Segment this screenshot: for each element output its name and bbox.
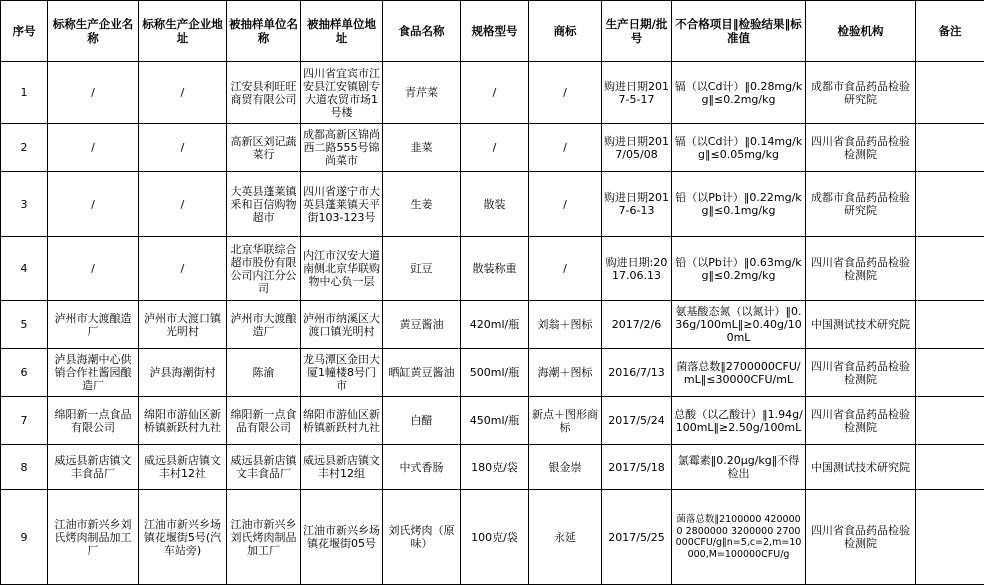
table-cell: /	[529, 124, 602, 172]
header-cell: 生产日期/批号	[602, 1, 672, 62]
table-cell: 4	[1, 237, 48, 301]
table-cell: 陈渝	[227, 349, 301, 397]
table-cell: 内江市汉安大道南侧北京华联购物中心负一层	[301, 237, 383, 301]
table-cell: 镉（以Cd计）‖0.28mg/kg‖≤0.2mg/kg	[672, 62, 806, 124]
table-row	[1, 237, 984, 301]
table-cell: 2017/5/25	[602, 490, 672, 585]
table-row	[1, 490, 984, 585]
table-cell: 2017/5/18	[602, 445, 672, 490]
table-cell	[916, 301, 984, 349]
table-cell: 3	[1, 172, 48, 237]
table-cell	[916, 445, 984, 490]
table-cell: /	[139, 172, 227, 237]
table-cell: 江油市新兴乡刘氏烤肉制品加工厂	[227, 490, 301, 585]
header-cell: 不合格项目‖检验结果‖标准值	[672, 1, 806, 62]
table-cell: /	[139, 237, 227, 301]
table-cell: 9	[1, 490, 48, 585]
table-cell: 氨基酸态氮（以氮计）‖0.36g/100mL‖≥0.40g/100mL	[672, 301, 806, 349]
table-cell: 泸县海潮街村	[139, 349, 227, 397]
table-row	[1, 124, 984, 172]
table-row	[1, 445, 984, 490]
table-cell: 氯霉素‖0.20μg/kg‖不得检出	[672, 445, 806, 490]
table-cell: /	[529, 237, 602, 301]
table-cell: 泸州市大渡口镇光明村	[139, 301, 227, 349]
table-cell: 晒缸黄豆酱油	[383, 349, 461, 397]
table-cell: 四川省食品药品检验检测院	[806, 237, 916, 301]
table-cell: 绵阳市游仙区新桥镇新跃村九社	[301, 397, 383, 445]
table-cell: 中国测试技术研究院	[806, 445, 916, 490]
header-cell: 规格型号	[461, 1, 529, 62]
table-cell: 2	[1, 124, 48, 172]
header-cell: 标称生产企业地址	[139, 1, 227, 62]
table-cell: 刘翁＋图标	[529, 301, 602, 349]
table-cell: 散装称重	[461, 237, 529, 301]
table-cell	[916, 490, 984, 585]
table-cell: 散装	[461, 172, 529, 237]
header-cell: 标称生产企业名称	[48, 1, 139, 62]
table-cell: 绵阳新一点食品有限公司	[227, 397, 301, 445]
table-cell: 四川省食品药品检验检测院	[806, 124, 916, 172]
table-cell: 2017/2/6	[602, 301, 672, 349]
table-row	[1, 301, 984, 349]
table-cell: 2017/5/24	[602, 397, 672, 445]
table-cell: /	[529, 172, 602, 237]
table-cell: 2016/7/13	[602, 349, 672, 397]
table-cell: 泸州市大渡酿造厂	[227, 301, 301, 349]
table-cell: 高新区刘记蔬菜行	[227, 124, 301, 172]
table-cell: 黄豆酱油	[383, 301, 461, 349]
table-cell: 180克/袋	[461, 445, 529, 490]
table-cell: 白醋	[383, 397, 461, 445]
table-cell: /	[529, 62, 602, 124]
table-cell: 100克/袋	[461, 490, 529, 585]
table-cell: 江油市新兴乡场镇花堰街05号	[301, 490, 383, 585]
table-cell: 500ml/瓶	[461, 349, 529, 397]
table-cell: 青芹菜	[383, 62, 461, 124]
table-cell: /	[48, 62, 139, 124]
table-cell: 四川省食品药品检验检测院	[806, 490, 916, 585]
table-row	[1, 172, 984, 237]
table-cell	[916, 62, 984, 124]
table-cell: /	[48, 124, 139, 172]
table-cell	[916, 237, 984, 301]
header-cell: 备注	[916, 1, 984, 62]
table-cell: /	[48, 172, 139, 237]
header-cell: 检验机构	[806, 1, 916, 62]
table-cell: 1	[1, 62, 48, 124]
table-cell: 泸县海潮中心供销合作社酱园酿造厂	[48, 349, 139, 397]
table-cell: 菌落总数‖2700000CFU/mL‖≤30000CFU/mL	[672, 349, 806, 397]
table-cell	[916, 397, 984, 445]
table-cell: 永延	[529, 490, 602, 585]
table-cell: 购进日期:2017.06.13	[602, 237, 672, 301]
table-cell: 成都市食品药品检验研究院	[806, 62, 916, 124]
table-cell: 龙马潭区金田大厦1幢楼8号门市	[301, 349, 383, 397]
table-cell: /	[139, 124, 227, 172]
table-cell: 450ml/瓶	[461, 397, 529, 445]
table-cell: 豇豆	[383, 237, 461, 301]
table-cell: 5	[1, 301, 48, 349]
table-cell: 420ml/瓶	[461, 301, 529, 349]
table-cell: 威远县新店镇文丰食品厂	[227, 445, 301, 490]
table-cell: /	[139, 62, 227, 124]
table-row	[1, 397, 984, 445]
table-cell: 泸州市纳溪区大渡口镇光明村	[301, 301, 383, 349]
table-cell: /	[48, 237, 139, 301]
table-cell: 绵阳市游仙区新桥镇新跃村九社	[139, 397, 227, 445]
table-cell: 绵阳新一点食品有限公司	[48, 397, 139, 445]
table-cell: 中国测试技术研究院	[806, 301, 916, 349]
header-cell: 序号	[1, 1, 48, 62]
table-cell: 威远县新店镇文丰食品厂	[48, 445, 139, 490]
table-cell: 刘氏烤肉（原味）	[383, 490, 461, 585]
header-cell: 被抽样单位地址	[301, 1, 383, 62]
table-cell	[916, 172, 984, 237]
table-cell: /	[461, 124, 529, 172]
table-cell: 江油市新兴乡场镇花堰街5号(汽车站旁)	[139, 490, 227, 585]
table-row	[1, 349, 984, 397]
table-cell: 8	[1, 445, 48, 490]
table-cell: 7	[1, 397, 48, 445]
table-cell: 泸州市大渡酿造厂	[48, 301, 139, 349]
table-cell: 购进日期2017-6-13	[602, 172, 672, 237]
table-cell: 四川省食品药品检验检测院	[806, 349, 916, 397]
table-cell: 镉（以Cd计）‖0.14mg/kg‖≤0.05mg/kg	[672, 124, 806, 172]
table-cell: 威远县新店镇文丰村12社	[139, 445, 227, 490]
table-cell: 总酸（以乙酸计）‖1.94g/100mL‖≥2.50g/100mL	[672, 397, 806, 445]
table-row	[1, 62, 984, 124]
header-cell: 被抽样单位名称	[227, 1, 301, 62]
table-cell: 购进日期2017-5-17	[602, 62, 672, 124]
table-cell: 中式香肠	[383, 445, 461, 490]
table-cell: 四川省遂宁市大英县蓬莱镇天平街103-123号	[301, 172, 383, 237]
table-cell: 购进日期2017/05/08	[602, 124, 672, 172]
table-cell: 银金崇	[529, 445, 602, 490]
table-cell: 新点＋图形商标	[529, 397, 602, 445]
table-cell: 铅（以Pb计）‖0.63mg/kg‖≤0.2mg/kg	[672, 237, 806, 301]
table-cell: 北京华联综合超市股份有限公司内江分公司	[227, 237, 301, 301]
table-cell: 江油市新兴乡刘氏烤肉制品加工厂	[48, 490, 139, 585]
table-cell: 四川省宜宾市江安县江安镇剧专大道农贸市场1号楼	[301, 62, 383, 124]
table-cell: 四川省食品药品检验检测院	[806, 397, 916, 445]
table-cell: 威远县新店镇文丰村12组	[301, 445, 383, 490]
header-row	[1, 1, 984, 62]
table-cell: 生姜	[383, 172, 461, 237]
header-cell: 食品名称	[383, 1, 461, 62]
table-cell: 大英县蓬莱镇釆和百信购物超市	[227, 172, 301, 237]
table-cell: 6	[1, 349, 48, 397]
table-cell: 成都市食品药品检验研究院	[806, 172, 916, 237]
table-cell: 铅（以Pb计）‖0.22mg/kg‖≤0.1mg/kg	[672, 172, 806, 237]
table-cell	[916, 349, 984, 397]
table-cell: 江安县利旺旺商贸有限公司	[227, 62, 301, 124]
header-cell: 商标	[529, 1, 602, 62]
table-cell: 海潮＋图标	[529, 349, 602, 397]
table-cell: 菌落总数‖2100000 4200000 2800000 3200000 2700000CFU/g‖n=5,c=2,m=10000,M=100000CFU/g	[672, 490, 806, 585]
table-cell: /	[461, 62, 529, 124]
table-cell	[916, 124, 984, 172]
table-cell: 韭菜	[383, 124, 461, 172]
table-cell: 成都高新区锦尚西二路555号锦尚菜市	[301, 124, 383, 172]
